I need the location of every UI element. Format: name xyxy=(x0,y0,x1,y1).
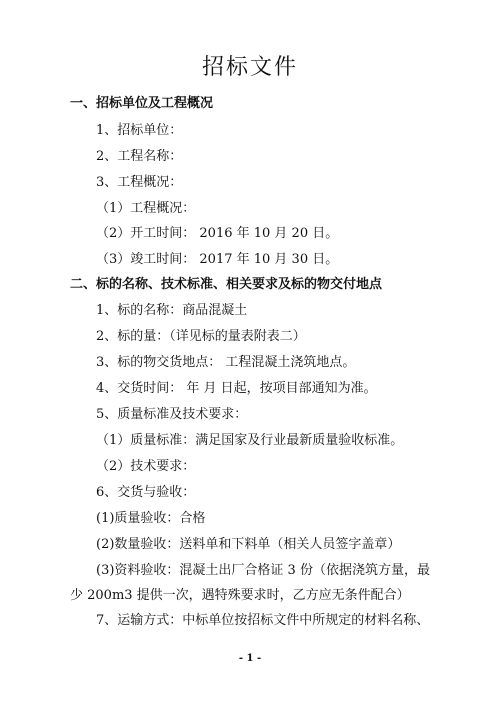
text-line: 1、招标单位： xyxy=(96,123,183,138)
text-line: 少 200m3 提供一次，遇特殊要求时，乙方应无条件配合） xyxy=(70,588,410,603)
text-line: 5、质量标准及技术要求： xyxy=(96,407,248,422)
text-line: 7、运输方式：中标单位按招标文件中所规定的材料名称、 xyxy=(96,613,430,628)
text-line: (3)资料验收：混凝土出厂合格证 3 份（依据浇筑方量，最 xyxy=(96,563,430,578)
text-line: (2)数量验收：送料单和下料单（相关人员签字盖章） xyxy=(96,537,401,552)
document-title: 招标文件 xyxy=(201,55,298,80)
section-heading-1: 一、招标单位及工程概况 xyxy=(70,96,214,111)
text-line: 3、标的物交货地点： 工程混凝土浇筑地点。 xyxy=(96,355,356,370)
text-line: （1）质量标准：满足国家及行业最新质量验收标准。 xyxy=(96,433,404,448)
section-heading-2: 二、标的名称、技术标准、相关要求及标的物交付地点 xyxy=(70,277,383,292)
text-line: 2、标的量：（详见标的量表附表二） xyxy=(96,329,306,344)
text-line: （3）竣工时间： 2017 年 10 月 30 日。 xyxy=(96,252,339,267)
text-line: 6、交货与验收： xyxy=(96,485,196,500)
text-line: （2）技术要求： xyxy=(96,459,196,474)
text-line: 4、交货时间： 年 月 日起，按项目部通知为准。 xyxy=(96,381,377,396)
page-number: - 1 - xyxy=(238,653,262,664)
text-line: 2、工程名称： xyxy=(96,149,183,164)
text-line: （1）工程概况： xyxy=(96,201,196,216)
text-line: （2）开工时间： 2016 年 10 月 20 日。 xyxy=(96,226,339,241)
text-line: (1)质量验收：合格 xyxy=(96,511,206,526)
text-line: 3、工程概况： xyxy=(96,175,183,190)
text-line: 1、标的名称：商品混凝土 xyxy=(96,303,248,318)
